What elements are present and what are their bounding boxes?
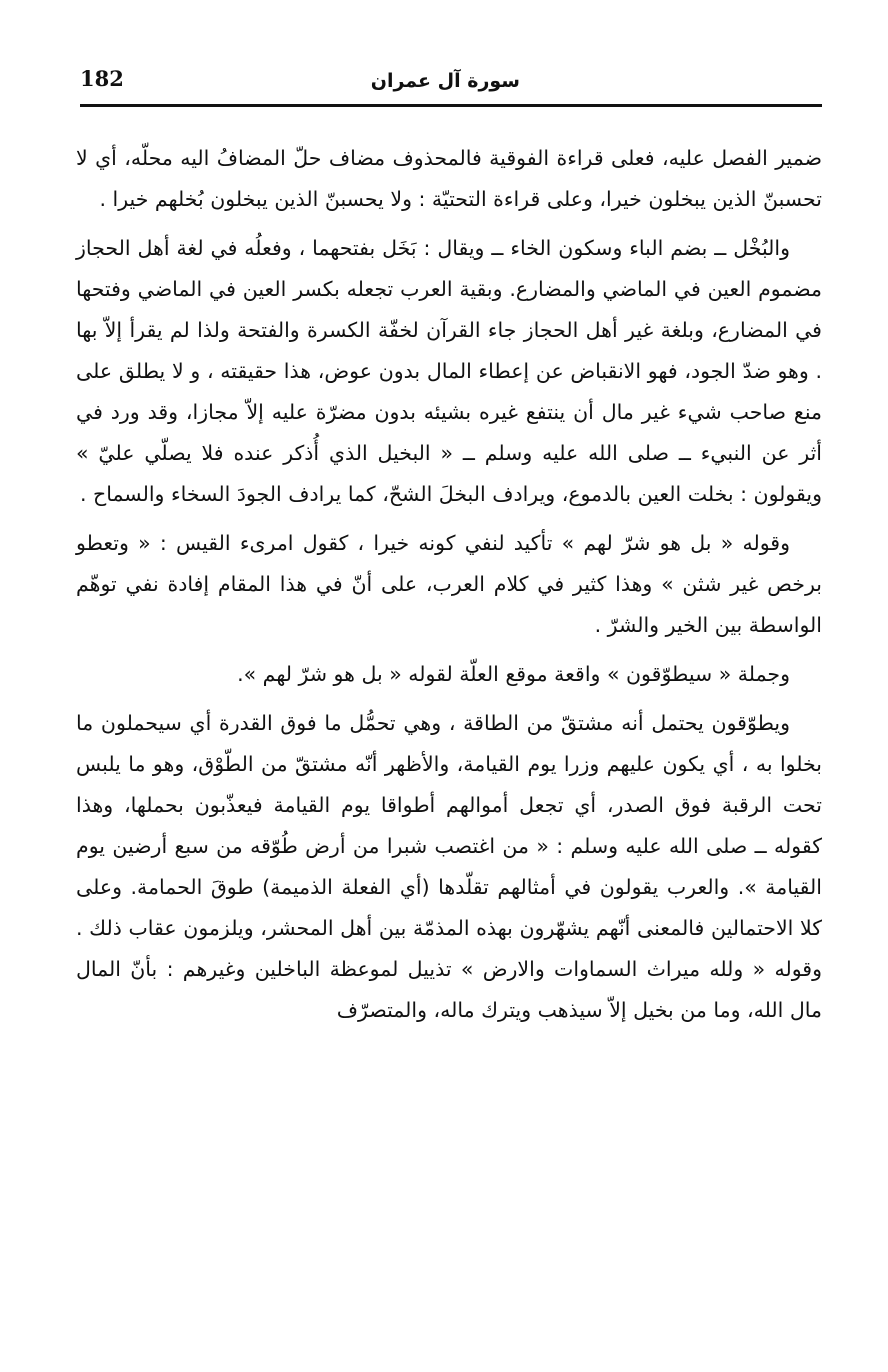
paragraph-3: وقوله « بل هو شرّ لهم » تأكيد لنفي كونه خيرا ، كقول امرىء القيس : « وتعطو برخص غير شثن » وهذا كثير في كلام العرب، على أنّ في هذا المقام إفادة نفي توهّم الواسطة بين الخير والشرّ .	[76, 531, 822, 637]
body-text	[76, 138, 822, 1031]
paragraph-4: وجملة « سيطوّقون » واقعة موقع العلّة لقوله « بل هو شرّ لهم ».	[237, 662, 790, 686]
page-number: 182	[80, 66, 124, 91]
page-header	[80, 66, 822, 104]
header-rule	[80, 104, 822, 107]
running-title: سورة آل عمران	[370, 70, 520, 92]
paragraph-5: ويطوّقون يحتمل أنه مشتقّ من الطاقة ، وهي تحمُّل ما فوق القدرة أي سيحملون ما بخلوا به ، أي يكون عليهم وزرا يوم القيامة، والأظهر أنّه مشتقّ من الطّوْق، وهو ما يلبس تحت الرقبة فوق الصدر، أي تجعل أموالهم أطواقا يوم القيامة فيعذّبون بحملها، وهذا كقوله ــ صلى الله عليه وسلم : « من اغتصب شبرا من أرض طُوّقه من سبع أرضين يوم القيامة ». والعرب يقولون في أمثالهم تقلّدها (أي الفعلة الذميمة) طوقَ الحمامة. وعلى كلا الاحتمالين فالمعنى أنّهم يشهّرون بهذه المذمّة بين أهل المحشر، ويلزمون عقاب ذلك . وقوله « ولله ميراث السماوات والارض » تذييل لموعظة الباخلين وغيرهم : بأنّ المال مال الله، وما من بخيل إلاّ سيذهب ويترك ماله، والمتصرّف	[76, 711, 822, 1022]
paragraph-1: ضمير الفصل عليه، فعلى قراءة الفوقية فالمحذوف مضاف حلّ المضافُ اليه محلّه، أي لا تحسبنّ الذين يبخلون خيرا، وعلى قراءة التحتيّة : ولا يحسبنّ الذين يبخلون بُخلهم خيرا .	[76, 146, 822, 211]
paragraph-2: والبُخْل ــ بضم الباء وسكون الخاء ــ ويقال : بَخَل بفتحهما ، وفعلُه في لغة أهل الحجاز مضموم العين في الماضي والمضارع. وبقية العرب تجعله بكسر العين في الماضي وفتحها في المضارع، وبلغة غير أهل الحجاز جاء القرآن لخفّة الكسرة والفتحة ولذا لم يقرأ إلاّ بها . وهو ضدّ الجود، فهو الانقباض عن إعطاء المال بدون عوض، هذا حقيقته ، و لا يطلق على منع صاحب شيء غير مال أن ينتفع غيره بشيئه بدون مضرّة عليه إلاّ مجازا، وقد ورد في أثر عن النبيء ــ صلى الله عليه وسلم ــ « البخيل الذي أُذكر عنده فلا يصلّي عليّ » ويقولون : بخلت العين بالدموع، ويرادف البخلَ الشحّ، كما يرادف الجودَ السخاء والسماح .	[76, 236, 822, 506]
